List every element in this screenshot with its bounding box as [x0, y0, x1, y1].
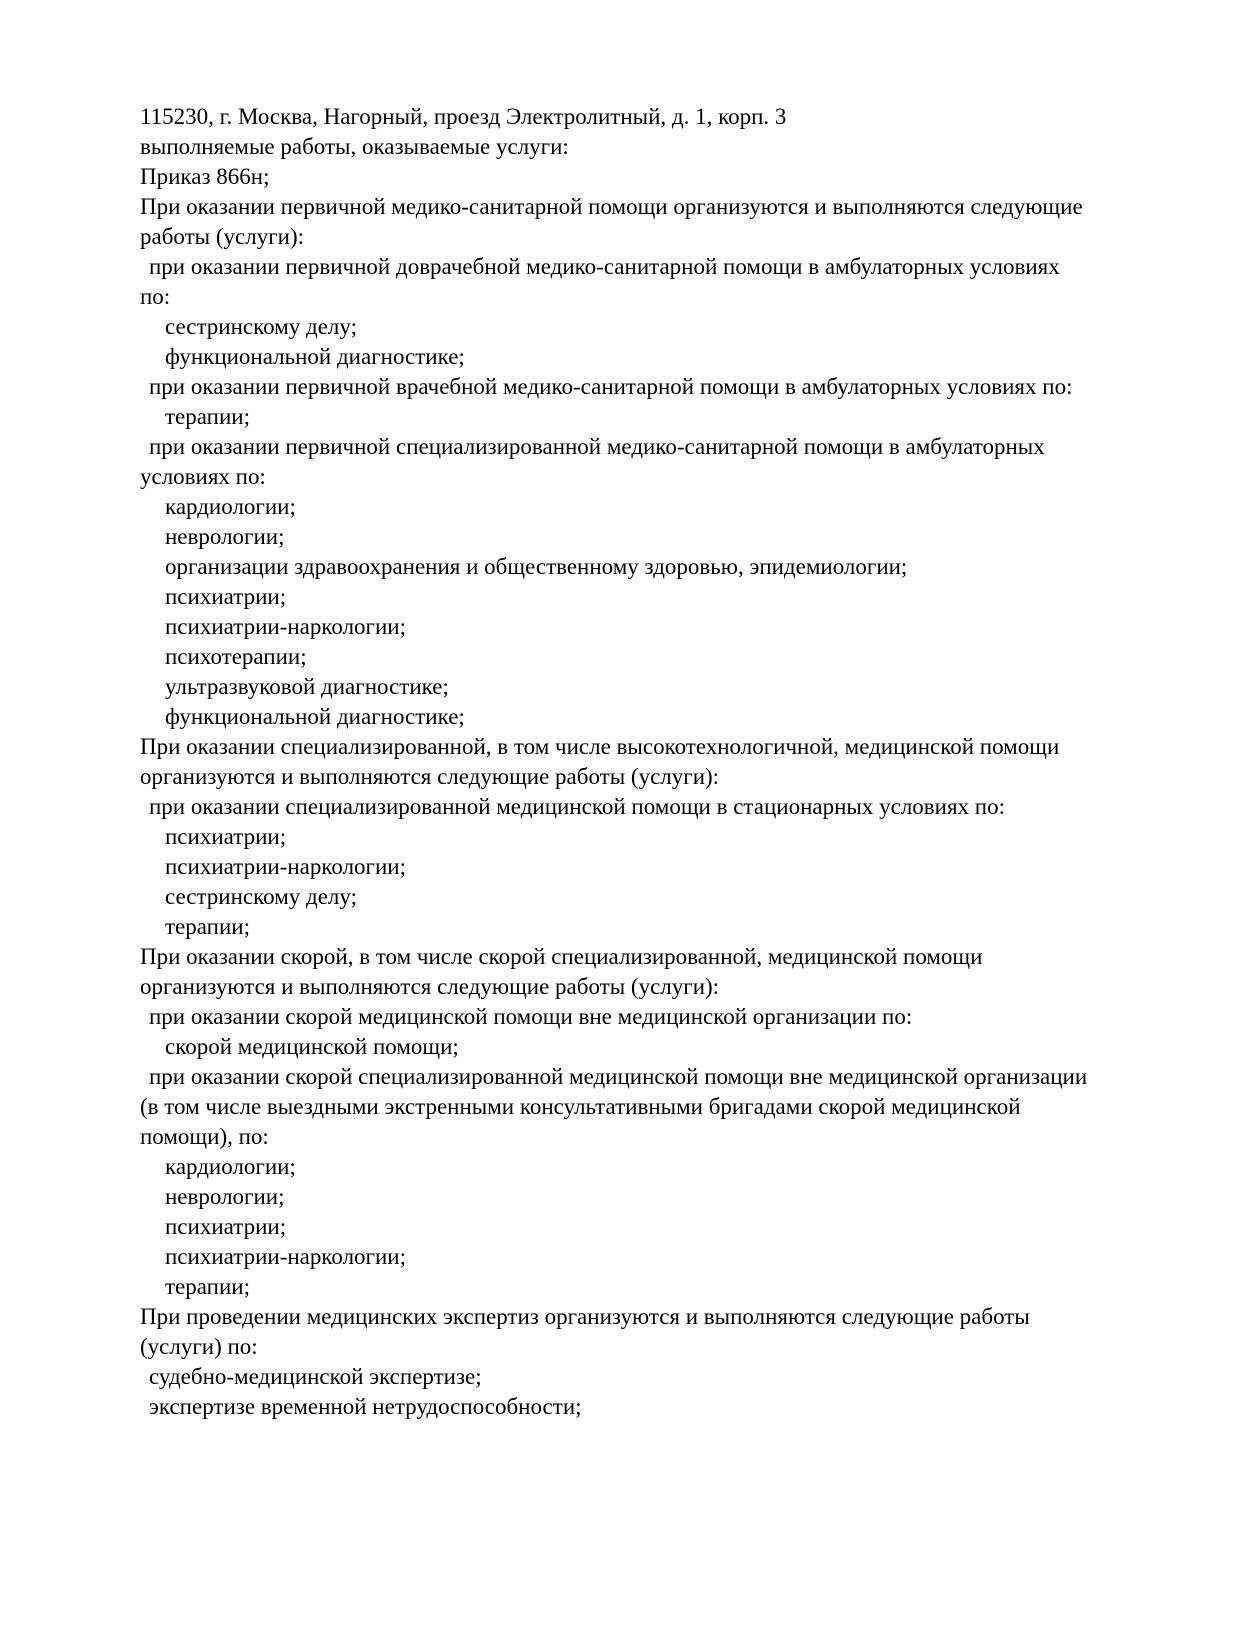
document-line: (в том числе выездными экстренными консультативными бригадами скорой медицинской [140, 1094, 1021, 1119]
document-line: При оказании специализированной, в том числе высокотехнологичной, медицинской помощи [140, 734, 1060, 759]
document-line: сестринскому делу; [165, 314, 357, 339]
document-line: При оказании скорой, в том числе скорой специализированной, медицинской помощи [140, 944, 983, 969]
document-line: (услуги) по: [140, 1334, 258, 1359]
document-line: психиатрии; [165, 584, 287, 609]
document-line: кардиологии; [165, 1154, 296, 1179]
document-line: психиатрии; [165, 1214, 287, 1239]
document-line: неврологии; [165, 1184, 285, 1209]
document-line: неврологии; [165, 524, 285, 549]
document-line: функциональной диагностике; [165, 344, 465, 369]
document-line: 115230, г. Москва, Нагорный, проезд Электролитный, д. 1, корп. 3 [140, 104, 787, 129]
document-line: кардиологии; [165, 494, 296, 519]
document-line: выполняемые работы, оказываемые услуги: [140, 134, 569, 159]
document-line: организуются и выполняются следующие работы (услуги): [140, 974, 720, 999]
document-line: работы (услуги): [140, 224, 304, 249]
document-line: организуются и выполняются следующие работы (услуги): [140, 764, 720, 789]
document-line: психиатрии; [165, 824, 287, 849]
document-line: психотерапии; [165, 644, 307, 669]
document-line: психиатрии-наркологии; [165, 1244, 406, 1269]
document-line: при оказании первичной врачебной медико-санитарной помощи в амбулаторных условиях по: [149, 374, 1073, 399]
document-line: терапии; [165, 914, 250, 939]
document-line: помощи), по: [140, 1124, 269, 1149]
document-line: при оказании первичной доврачебной медико-санитарной помощи в амбулаторных условиях [149, 254, 1060, 279]
document-line: психиатрии-наркологии; [165, 854, 406, 879]
document-line: терапии; [165, 1274, 250, 1299]
document-line: при оказании скорой специализированной медицинской помощи вне медицинской организации [149, 1064, 1088, 1089]
document-line: условиях по: [140, 464, 266, 489]
document-line: Приказ 866н; [140, 164, 270, 189]
document-line: при оказании специализированной медицинской помощи в стационарных условиях по: [149, 794, 1005, 819]
document-line: организации здравоохранения и общественному здоровью, эпидемиологии; [165, 554, 908, 579]
document-line: по: [140, 284, 171, 309]
document-line: функциональной диагностике; [165, 704, 465, 729]
document-line: При оказании первичной медико-санитарной помощи организуются и выполняются следующие [140, 194, 1083, 219]
document-body [140, 102, 1170, 1422]
document-line: психиатрии-наркологии; [165, 614, 406, 639]
document-line: судебно-медицинской экспертизе; [149, 1364, 482, 1389]
document-line: при оказании скорой медицинской помощи вне медицинской организации по: [149, 1004, 913, 1029]
document-line: сестринскому делу; [165, 884, 357, 909]
document-line: ультразвуковой диагностике; [165, 674, 449, 699]
document-line: При проведении медицинских экспертиз организуются и выполняются следующие работы [140, 1304, 1030, 1329]
document-line: экспертизе временной нетрудоспособности; [149, 1394, 582, 1419]
document-line: при оказании первичной специализированной медико-санитарной помощи в амбулаторных [149, 434, 1045, 459]
document-line: скорой медицинской помощи; [165, 1034, 459, 1059]
document-line: терапии; [165, 404, 250, 429]
